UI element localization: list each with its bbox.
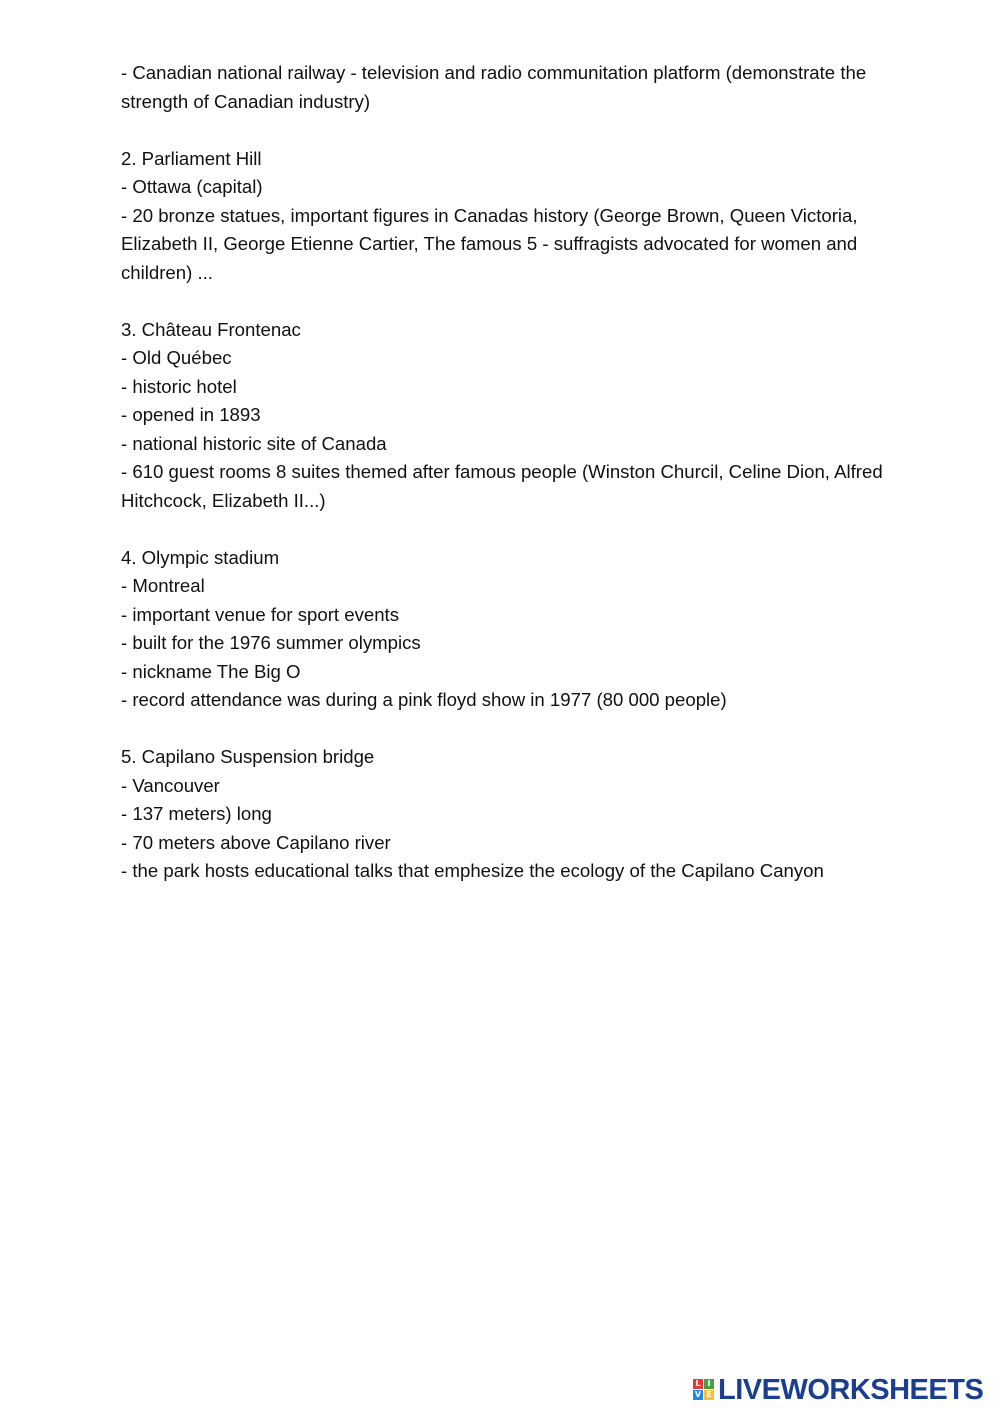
text-line: children) ... — [121, 261, 213, 283]
text-line: - 610 guest rooms 8 suites themed after famous people (Winston Churcil, Celine Dion, Alfred — [121, 461, 883, 482]
logo-letter-l: L — [693, 1379, 703, 1389]
text-line: - Old Québec — [121, 347, 232, 368]
blank-line — [121, 515, 931, 544]
section-heading: 3. Château Frontenac — [121, 318, 301, 340]
section-heading: 4. Olympic stadium — [121, 546, 280, 568]
text-line: - Montreal — [121, 575, 205, 596]
text-line: - important venue for sport events — [121, 603, 400, 625]
liveworksheets-logo[interactable] — [693, 1375, 983, 1405]
text-line: strength of Canadian industry) — [121, 90, 371, 112]
text-line: - historic hotel — [121, 375, 237, 397]
text-line: - record attendance was during a pink floyd show in 1977 (80 000 people) — [121, 689, 727, 710]
logo-letter-e: E — [704, 1390, 714, 1400]
text-line: - 137 meters) long — [121, 803, 272, 824]
logo-letter-i: I — [704, 1379, 714, 1389]
text-line: - 70 meters above Capilano river — [121, 831, 391, 853]
document-body — [121, 59, 931, 886]
logo-letter-v: V — [694, 1390, 702, 1399]
section-heading: 5. Capilano Suspension bridge — [121, 746, 375, 767]
text-line: Elizabeth II, George Etienne Cartier, The famous 5 - suffragists advocated for women and — [121, 233, 858, 254]
text-line: - Ottawa (capital) — [121, 176, 263, 197]
text-line: - nickname The Big O — [121, 660, 301, 682]
liveworksheets-logo-text: LIVEWORKSHEETS — [718, 1374, 984, 1406]
liveworksheets-logo-icon — [693, 1379, 715, 1401]
text-line: - opened in 1893 — [121, 404, 261, 425]
text-line: - built for the 1976 summer olympics — [121, 632, 421, 653]
blank-line — [121, 287, 931, 316]
blank-line — [121, 116, 931, 145]
text-line: - Vancouver — [121, 774, 220, 796]
text-line: - the park hosts educational talks that emphesize the ecology of the Capilano Canyon — [121, 860, 824, 881]
text-line: - 20 bronze statues, important figures in Canadas history (George Brown, Queen Victoria, — [121, 204, 858, 226]
section-heading: 2. Parliament Hill — [121, 147, 262, 169]
text-line: Hitchcock, Elizabeth II...) — [121, 489, 326, 511]
text-line: - Canadian national railway - television and radio communitation platform (demonstrate the — [121, 62, 867, 83]
blank-line — [121, 715, 931, 744]
text-line: - national historic site of Canada — [121, 432, 387, 454]
